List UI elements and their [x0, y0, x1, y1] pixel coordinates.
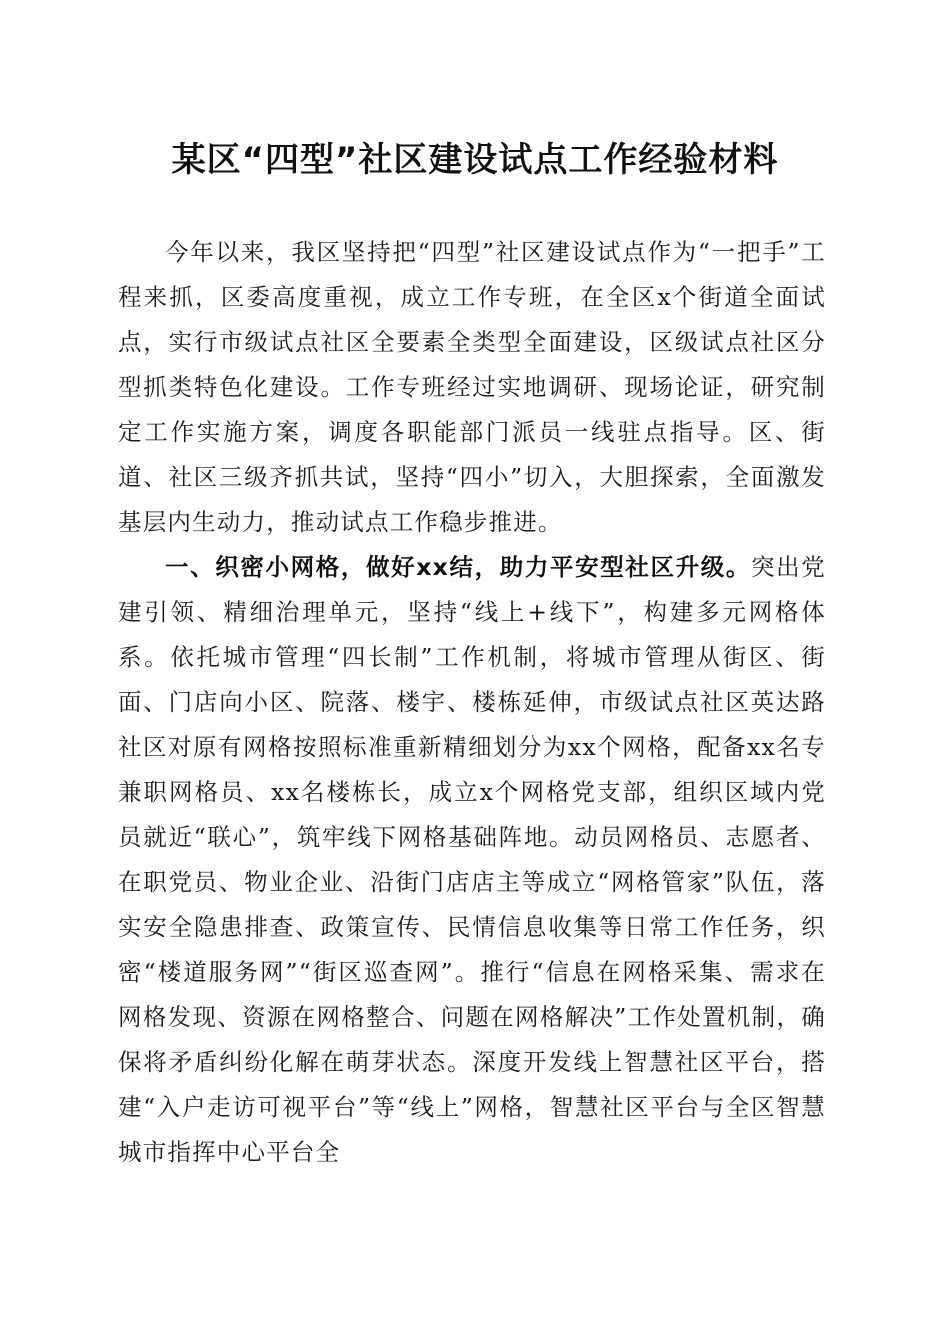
section-1-body: 突出党建引领、精细治理单元，坚持“线上+线下”，构建多元网格体系。依托城市管理“四长制”工作机制，将城市管理从街区、街面、门店向小区、院落、楼宇、楼栋延伸，市级试点社区英达路社区对原有网格按照标准重新精细划分为xx个网格，配备xx名专兼职网格员、xx名楼栋长，成立x个网格党支部，组织区域内党员就近“联心”，筑牢线下网格基础阵地。动员网格员、志愿者、在职党员、物业企业、沿街门店店主等成立“网格管家”队伍，落实安全隐患排查、政策宣传、民情信息收集等日常工作任务，织密“楼道服务网”“街区巡查网”。推行“信息在网格采集、需求在网格发现、资源在网格整合、问题在网格解决”工作处置机制，确保将矛盾纠纷化解在萌芽状态。深度开发线上智慧社区平台，搭建“入户走访可视平台”等“线上”网格，智慧社区平台与全区智慧城市指挥中心平台全	[118, 553, 826, 1166]
section-1-heading: 一、织密小网格，做好xx结，助力平安型社区升级。	[165, 553, 752, 581]
document-body	[118, 230, 826, 1175]
document-title: 某区“四型”社区建设试点工作经验材料	[171, 140, 779, 180]
section-1-paragraph	[118, 545, 826, 1175]
intro-paragraph: 今年以来，我区坚持把“四型”社区建设试点作为“一把手”工程来抓，区委高度重视，成立工作专班，在全区x个街道全面试点，实行市级试点社区全要素全类型全面建设，区级试点社区分型抓类特色化建设。工作专班经过实地调研、现场论证，研究制定工作实施方案，调度各职能部门派员一线驻点指导。区、街道、社区三级齐抓共试，坚持“四小”切入，大胆探索，全面激发基层内生动力，推动试点工作稳步推进。	[118, 238, 826, 536]
